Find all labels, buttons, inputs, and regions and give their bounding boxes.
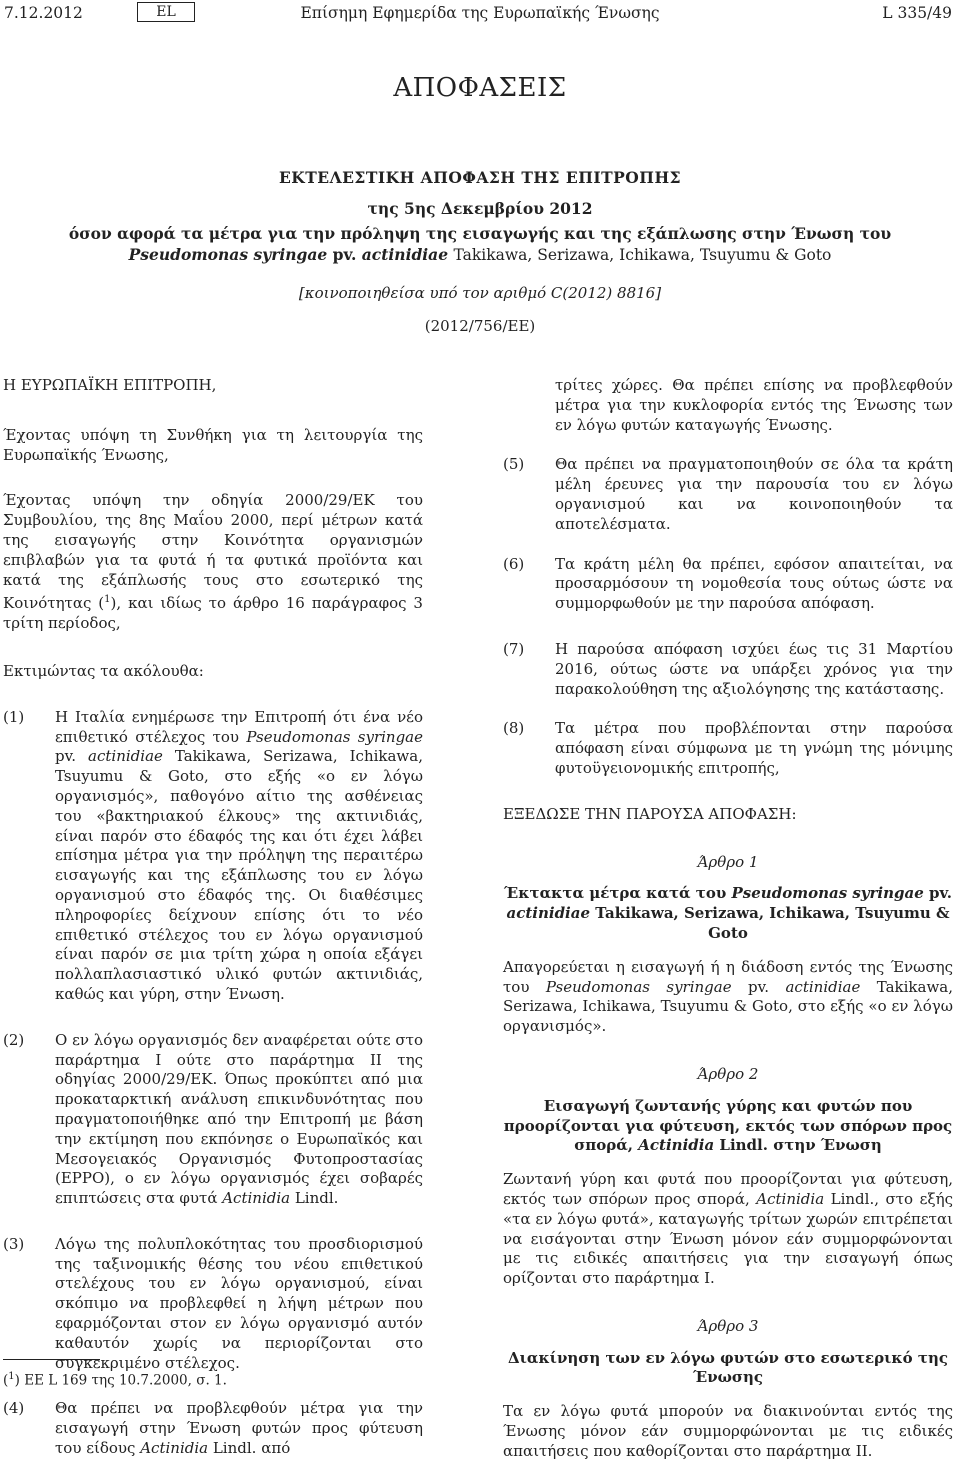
right-column: [503, 376, 953, 1462]
notification-number: [κοινοποιηθείσα υπό τον αριθμό C(2012) 8816]: [298, 284, 662, 302]
article-1-title: Έκτακτα μέτρα κατά του Pseudomonas syringae pv. actinidiae Takikawa, Serizawa, Ichikawa, Tsuyumu & Goto: [504, 884, 952, 942]
footnote-rule: [3, 1359, 100, 1360]
article-1-text: Απαγορεύεται η εισαγωγή ή η διάδοση εντός της Ένωσης του Pseudomonas syringae pv. actinidiae Takikawa, Serizawa, Ichikawa, Tsuyumu & Goto, στο εξής «ο εν λόγω οργανισμός».: [503, 957, 953, 1036]
recital-6: (6) Τα κράτη μέλη θα πρέπει, εφόσον απαιτείται, να προσαρμόσουν τη νομοθεσία τους ούτως ώστε να συμμορφωθούν με την παρούσα απόφαση.: [503, 554, 953, 613]
article-3-title: Διακίνηση των εν λόγω φυτών στο εσωτερικό της Ένωσης: [508, 1348, 948, 1387]
decision-subject: όσον αφορά τα μέτρα για την πρόληψη της εισαγωγής και της εξάπλωσης στην Ένωση του Pseudomonas syringae pv. actinidiae Takikawa, Serizawa, Ichikawa, Tsuyumu & Goto: [68, 224, 892, 264]
article-2-text: Ζωντανή γύρη και φυτά που προορίζονται για φύτευση, εκτός των σπόρων προς σπορά, Actinidia Lindl., στο εξής «τα εν λόγω φυτά», καταγωγής τρίτων χωρών επιτρέπεται να εισάγονται στην Ένωση μόνον εάν συμμορφώνονται με τις ειδικές απαιτήσεις για την εισαγωγή όπως ορίζονται στο παράρτημα I.: [503, 1170, 953, 1288]
decision-date: της 5ης Δεκεμβρίου 2012: [367, 199, 593, 218]
decision-type: ΕΚΤΕΛΕΣΤΙΚΗ ΑΠΟΦΑΣΗ ΤΗΣ ΕΠΙΤΡΟΠΗΣ: [278, 168, 682, 187]
journal-title: Επίσημη Εφημερίδα της Ευρωπαϊκής Ένωσης: [300, 4, 660, 22]
recital-1: (1) Η Ιταλία ενημέρωσε την Επιτροπή ότι ένα νέο επιθετικό στέλεχος του Pseudomonas syringae pv. actinidiae Takikawa, Serizawa, Ichikawa, Tsuyumu & Goto, στο εξής «ο εν λόγω οργανισμός», παθογόνο αίτιο της ασθένειας του «βακτηριακού έλκους» της ακτινιδιάς, είναι παρόν στο έδαφός της και ότι έχει λάβει επίσημα μέτρα για την πρόληψη της περαιτέρω εισαγωγής και της εξάπλωσης του εν λόγω οργανισμού στο έδαφός της. Οι διαθέσιμες πληροφορίες δείχνουν επίσης ότι το νέο επιθετικό στέλεχος του εν λόγω οργανισμού είναι παρόν σε μια τρίτη χώρα η οποία εξάγει πολλαπλασιαστικό υλικό φυτών ακτινιδιάς, καθώς και γύρη, στην Ένωση.: [3, 707, 423, 1003]
recital-8: (8) Τα μέτρα που προβλέπονται στην παρούσα απόφαση είναι σύμφωνα με τη γνώμη της μόνιμης φυτοϋγειονομικής επιτροπής,: [503, 719, 953, 777]
recital-2: (2) Ο εν λόγω οργανισμός δεν αναφέρεται ούτε στο παράρτημα I ούτε στο παράρτημα II της οδηγίας 2000/29/ΕΚ. Όπως προκύπτει από μια προκαταρκτική ανάλυση επικινδυνότητας που πραγματοποιήθηκε από την Επιτροπή με βάση την εκτίμηση που εκπόνησε ο Ευρωπαϊκός και Μεσογειακός Οργανισμός Φυτοπροστασίας (EPPO), ο εν λόγω οργανισμός έχει σοβαρές επιπτώσεις στα φυτά Actinidia Lindl.: [3, 1030, 423, 1208]
citation-treaty: Έχοντας υπόψη τη Συνθήκη για τη λειτουργία της Ευρωπαϊκής Ένωσης,: [3, 425, 423, 464]
left-column: [3, 376, 423, 1459]
recital-5: (5) Θα πρέπει να πραγματοποιηθούν σε όλα τα κράτη μέλη έρευνες για την παρουσία του εν λόγω οργανισμού και να κοινοποιηθούν τα αποτελέσματα.: [503, 455, 953, 533]
section-title: ΑΠΟΦΑΣΕΙΣ: [393, 73, 567, 103]
commission-intro: Η ΕΥΡΩΠΑΪΚΗ ΕΠΙΤΡΟΠΗ,: [3, 376, 217, 394]
whereas-heading: Εκτιμώντας τα ακόλουθα:: [3, 661, 204, 680]
header-date: 7.12.2012: [4, 4, 83, 22]
article-1-label: Άρθρο 1: [697, 852, 759, 871]
recital-7: (7) Η παρούσα απόφαση ισχύει έως τις 31 Μαρτίου 2016, ούτως ώστε να υπάρξει χρόνος για την παρακολούθηση της αξιολόγησης της κατάστασης.: [503, 639, 953, 698]
adopted-heading: ΕΞΕΔΩΣΕ ΤΗΝ ΠΑΡΟΥΣΑ ΑΠΟΦΑΣΗ:: [503, 804, 797, 823]
article-3-text: Τα εν λόγω φυτά μπορούν να διακινούνται εντός της Ένωσης μόνον εάν συμμορφώνονται με τις ειδικές απαιτήσεις που καθορίζονται στο παράρτημα II.: [503, 1402, 953, 1460]
article-2-label: Άρθρο 2: [697, 1064, 759, 1083]
decision-title-block: [40, 168, 920, 335]
recital-3: (3) Λόγω της πολυπλοκότητας του προσδιορισμού της ταξινομικής θέσης του νέου επιθετικού στελέχους του εν λόγω οργανισμού, είναι σκόπιμο να προβλεφθεί η λήψη μέτρων που εφαρμόζονται στον εν λόγω οργανισμό αυτόν καθαυτόν χωρίς να περιορίζονται στο συγκεκριμένο στέλεχος.: [3, 1234, 423, 1372]
footnote: ($^1$) ΕΕ L 169 της 10.7.2000, σ. 1.: [3, 1371, 227, 1389]
article-2-title: Εισαγωγή ζωντανής γύρης και φυτών που προορίζονται για φύτευση, εκτός των σπόρων προς σπορά, Actinidia Lindl. στην Ένωση: [503, 1096, 953, 1155]
article-3-label: Άρθρο 3: [697, 1316, 759, 1335]
citation-directive: Έχοντας υπόψη την οδηγία 2000/29/ΕΚ του Συμβουλίου, της 8ης Μαΐου 2000, περί μέτρων κατά της εισαγωγής στην Κοινότητα οργανισμών επιβλαβών για τα φυτά ή τα φυτικά προϊόντα και κατά της εξάπλωσής τους στο εσωτερικό της Κοινότητας ($^1$), και ιδίως το άρθρο 16 παράγραφος 3 τρίτη περίοδος,: [3, 491, 423, 633]
recital-4-continued: τρίτες χώρες. Θα πρέπει επίσης να προβλεφθούν μέτρα για την κυκλοφορία εντός της Ένωσης των εν λόγω φυτών καταγωγής Ένωσης.: [555, 376, 953, 434]
decision-reference: (2012/756/ΕΕ): [424, 317, 536, 335]
recital-4: (4) Θα πρέπει να προβλεφθούν μέτρα για την εισαγωγή στην Ένωση φυτών προς φύτευση του είδους Actinidia Lindl. από: [3, 1399, 423, 1458]
page-number: L 335/49: [882, 4, 952, 22]
language-badge: EL: [137, 2, 195, 22]
